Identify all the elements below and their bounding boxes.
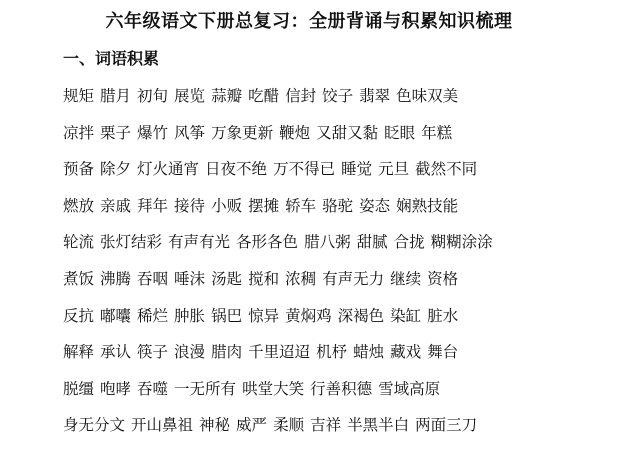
vocabulary-word: 稀烂 [137,306,169,325]
vocabulary-word: 咆哮 [100,379,132,398]
vocabulary-word: 接待 [174,196,206,215]
word-line [63,304,603,341]
vocabulary-word: 解释 [63,343,95,362]
vocabulary-word: 万不得已 [273,160,336,179]
vocabulary-word: 神秘 [199,416,231,435]
document-title: 六年级语文下册总复习：全册背诵与积累知识梳理 [105,11,513,32]
vocabulary-word: 小贩 [211,196,243,215]
vocabulary-word: 糊糊涂涂 [430,233,493,252]
vocabulary-word: 翡翠 [359,87,391,105]
vocabulary-word: 两面三刀 [415,416,478,435]
vocabulary-word: 风筝 [174,123,206,142]
vocabulary-word: 预备 [63,160,95,179]
vocabulary-word: 除夕 [100,160,132,179]
vocabulary-word: 摆摊 [248,196,280,215]
vocabulary-word: 肿胀 [174,306,206,325]
vocabulary-word: 唾沫 [174,269,206,288]
vocabulary-word: 甜腻 [356,233,388,252]
vocabulary-word: 半黑半白 [347,416,410,435]
vocabulary-word: 浓稠 [285,269,317,288]
vocabulary-word: 浪漫 [174,343,206,362]
vocabulary-word: 骆驼 [322,196,354,215]
vocabulary-word: 染缸 [390,306,422,325]
word-line [63,413,603,450]
vocabulary-word: 鞭炮 [279,123,311,142]
vocabulary-word: 各形各色 [236,233,299,252]
vocabulary-word: 蜡烛 [353,343,385,362]
vocabulary-word: 又甜又黏 [316,123,379,142]
vocabulary-word: 轮流 [63,233,95,252]
vocabulary-word: 吉祥 [310,416,342,435]
section-heading: 一、词语积累 [63,49,160,68]
vocabulary-word: 千里迢迢 [248,343,311,362]
vocabulary-word: 灯火通宵 [137,160,200,179]
vocabulary-word: 元旦 [378,160,410,179]
vocabulary-word: 有声无力 [322,269,385,288]
word-line [63,267,603,304]
vocabulary-word: 饺子 [322,87,354,105]
vocabulary-word: 深褐色 [337,306,385,325]
vocabulary-word: 亲戚 [100,196,132,215]
vocabulary-word: 栗子 [100,123,132,142]
vocabulary-word: 万象更新 [211,123,274,142]
vocabulary-word: 黄焖鸡 [285,306,332,325]
vocabulary-word: 姿态 [359,196,391,215]
vocabulary-word: 燃放 [63,196,95,215]
vocabulary-word: 轿车 [285,196,317,215]
vocabulary-word: 腊肉 [211,343,243,362]
vocabulary-word: 反抗 [63,306,95,325]
vocabulary-word: 柔顺 [273,416,305,435]
word-line [63,340,603,377]
vocabulary-word: 雪域高原 [378,379,441,398]
vocabulary-word: 信封 [285,87,317,105]
vocabulary-word: 继续 [390,269,422,288]
vocabulary-word: 机杼 [316,343,348,362]
vocabulary-word: 年糕 [421,123,453,142]
vocabulary-word: 行善积德 [310,379,373,398]
vocabulary-word: 爆竹 [137,123,169,142]
vocabulary-word: 身无分文 [63,416,126,435]
word-line [63,230,603,267]
word-line [63,377,603,414]
vocabulary-word: 资格 [427,269,459,288]
vocabulary-word: 锅巴 [211,306,243,325]
vocabulary-word: 色味双美 [396,87,459,105]
vocabulary-word: 凉拌 [63,123,95,142]
vocabulary-word: 有声有光 [168,233,231,252]
vocabulary-word: 规矩 [63,87,95,105]
vocabulary-word: 威严 [236,416,268,435]
vocabulary-word: 吞咽 [137,269,169,288]
vocabulary-word: 承认 [100,343,132,362]
vocabulary-word: 哄堂大笑 [242,379,305,398]
vocabulary-word: 蒜瓣 [211,87,243,105]
vocabulary-word: 舞台 [427,343,459,362]
vocabulary-word: 嘟囔 [100,306,132,325]
word-line [63,157,603,194]
vocabulary-word: 张灯结彩 [100,233,163,252]
vocabulary-word: 汤匙 [211,269,243,288]
vocabulary-word: 藏戏 [390,343,422,362]
vocabulary-word: 吞噬 [137,379,169,398]
vocabulary-word: 合拢 [393,233,425,252]
vocabulary-word: 展览 [174,87,206,105]
word-list [63,84,603,450]
word-line [63,194,603,231]
vocabulary-word: 搅和 [248,269,280,288]
vocabulary-word: 脱缰 [63,379,95,398]
vocabulary-word: 煮饭 [63,269,95,288]
vocabulary-word: 开山鼻祖 [131,416,194,435]
vocabulary-word: 截然不同 [415,160,478,179]
vocabulary-word: 拜年 [137,196,169,215]
vocabulary-word: 睡觉 [341,160,373,179]
vocabulary-word: 初旬 [137,87,169,105]
vocabulary-word: 日夜不绝 [205,160,268,179]
vocabulary-word: 眨眼 [384,123,416,142]
vocabulary-word: 沸腾 [100,269,132,288]
vocabulary-word: 一无所有 [174,379,237,398]
vocabulary-word: 腊月 [100,87,132,105]
word-line [63,84,603,121]
vocabulary-word: 娴熟技能 [396,196,459,215]
vocabulary-word: 脏水 [427,306,459,325]
vocabulary-word: 惊异 [248,306,280,325]
vocabulary-word: 筷子 [137,343,169,362]
vocabulary-word: 腊八粥 [304,233,351,252]
word-line [63,121,603,158]
vocabulary-word: 吃醋 [248,87,280,105]
